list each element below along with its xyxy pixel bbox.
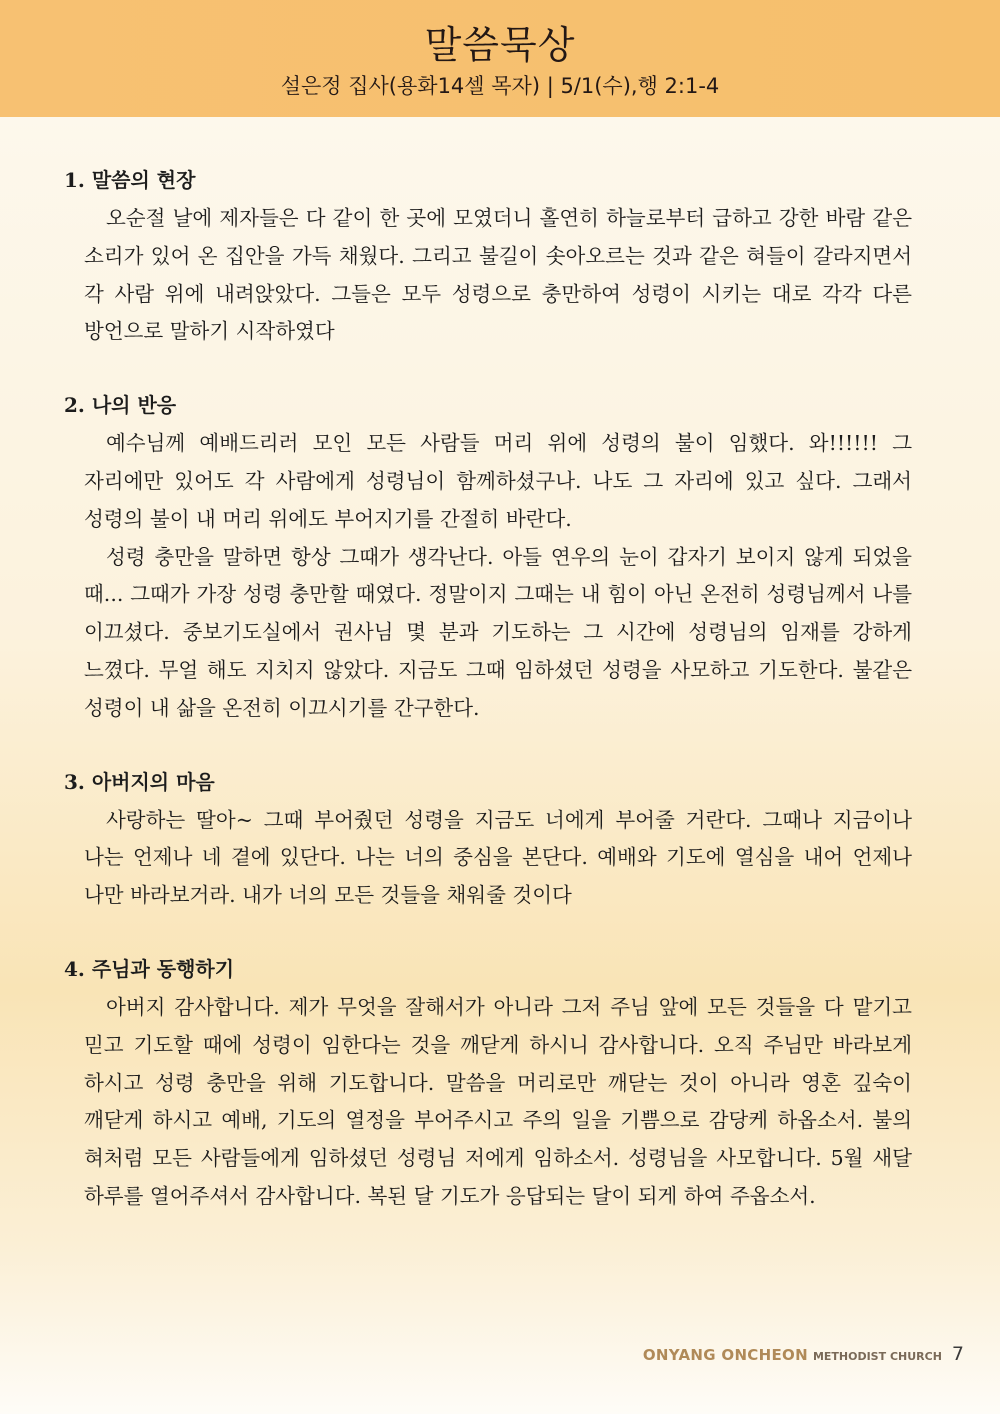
church-name: ONYANG ONCHEON — [642, 1346, 808, 1364]
page-subtitle: 설은정 집사(용화14셀 목자) | 5/1(수),행 2:1-4 — [280, 74, 720, 98]
page-footer — [643, 1343, 964, 1365]
section-walking-with-lord — [64, 949, 912, 1216]
section-heading: 4. 주님과 동행하기 — [64, 956, 235, 981]
section-heading: 1. 말씀의 현장 — [64, 168, 196, 192]
section-paragraph: 성령 충만을 말하면 항상 그때가 생각난다. 아들 연우의 눈이 갑자기 보이지 않게 되었을 때... 그때가 가장 성령 충만할 때였다. 정말이지 그때는 내 힘이 아닌 온전히 성령님께서 나를 이끄셨다. 중보기도실에서 권사님 몇 분과 기도하는 그 시간에 성령님의 임재를 강하게 느꼈다. 무얼 해도 지치지 않았다. 지금도 그때 임하셨던 성령을 사모하고 기도한다. 불같은 성령이 내 삶을 온전히 이끄시기를 간구한다. — [84, 544, 912, 720]
section-paragraph: 오순절 날에 제자들은 다 같이 한 곳에 모였더니 홀연히 하늘로부터 급하고 강한 바람 같은 소리가 있어 온 집안을 가득 채웠다. 그리고 불길이 솟아오르는 것과 같은 혀들이 갈라지면서 각 사람 위에 내려앉았다. 그들은 모두 성령으로 충만하여 성령이 시키는 대로 각각 다른 방언으로 말하기 시작하였다 — [84, 206, 912, 344]
section-scripture-scene — [64, 160, 912, 351]
section-fathers-heart — [64, 762, 912, 915]
page-title: 말씀묵상 — [424, 23, 576, 67]
section-paragraph: 예수님께 예배드리러 모인 모든 사람들 머리 위에 성령의 불이 임했다. 와!!!!!! 그 자리에만 있어도 각 사람에게 성령님이 함께하셨구나. 나도 그 자리에 있고 싶다. 그래서 성령의 불이 내 머리 위에도 부어지기를 간절히 바란다. — [84, 431, 912, 531]
section-paragraph: 아버지 감사합니다. 제가 무엇을 잘해서가 아니라 그저 주님 앞에 모든 것들을 다 맡기고 믿고 기도할 때에 성령이 임한다는 것을 깨닫게 하시니 감사합니다. 오직 주님만 바라보게 하시고 성령 충만을 위해 기도합니다. 말씀을 머리로만 깨닫는 것이 아니라 영혼 깊숙이 깨닫게 하시고 예배, 기도의 열정을 부어주시고 주의 일을 기쁨으로 감당케 하옵소서. 불의 혀처럼 모든 사람들에게 임하셨던 성령님 저에게 임하소서. 성령님을 사모합니다. 5월 새달 하루를 열어주셔서 감사합니다. 복된 달 기도가 응답되는 달이 되게 하여 주옵소서. — [84, 994, 912, 1208]
section-heading: 2. 나의 반응 — [64, 393, 177, 418]
section-my-response — [64, 385, 912, 727]
page-number: 7 — [951, 1343, 964, 1365]
article-body — [64, 160, 912, 1250]
church-name-suffix: METHODIST CHURCH — [812, 1350, 942, 1363]
header-banner — [0, 0, 1000, 117]
section-paragraph: 사랑하는 딸아~ 그때 부어줬던 성령을 지금도 너에게 부어줄 거란다. 그때나 지금이나 나는 언제나 네 곁에 있단다. 나는 너의 중심을 본단다. 예배와 기도에 열심을 내어 언제나 나만 바라보거라. 내가 너의 모든 것들을 채워줄 것이다 — [84, 807, 912, 908]
section-heading: 3. 아버지의 마음 — [64, 769, 215, 794]
